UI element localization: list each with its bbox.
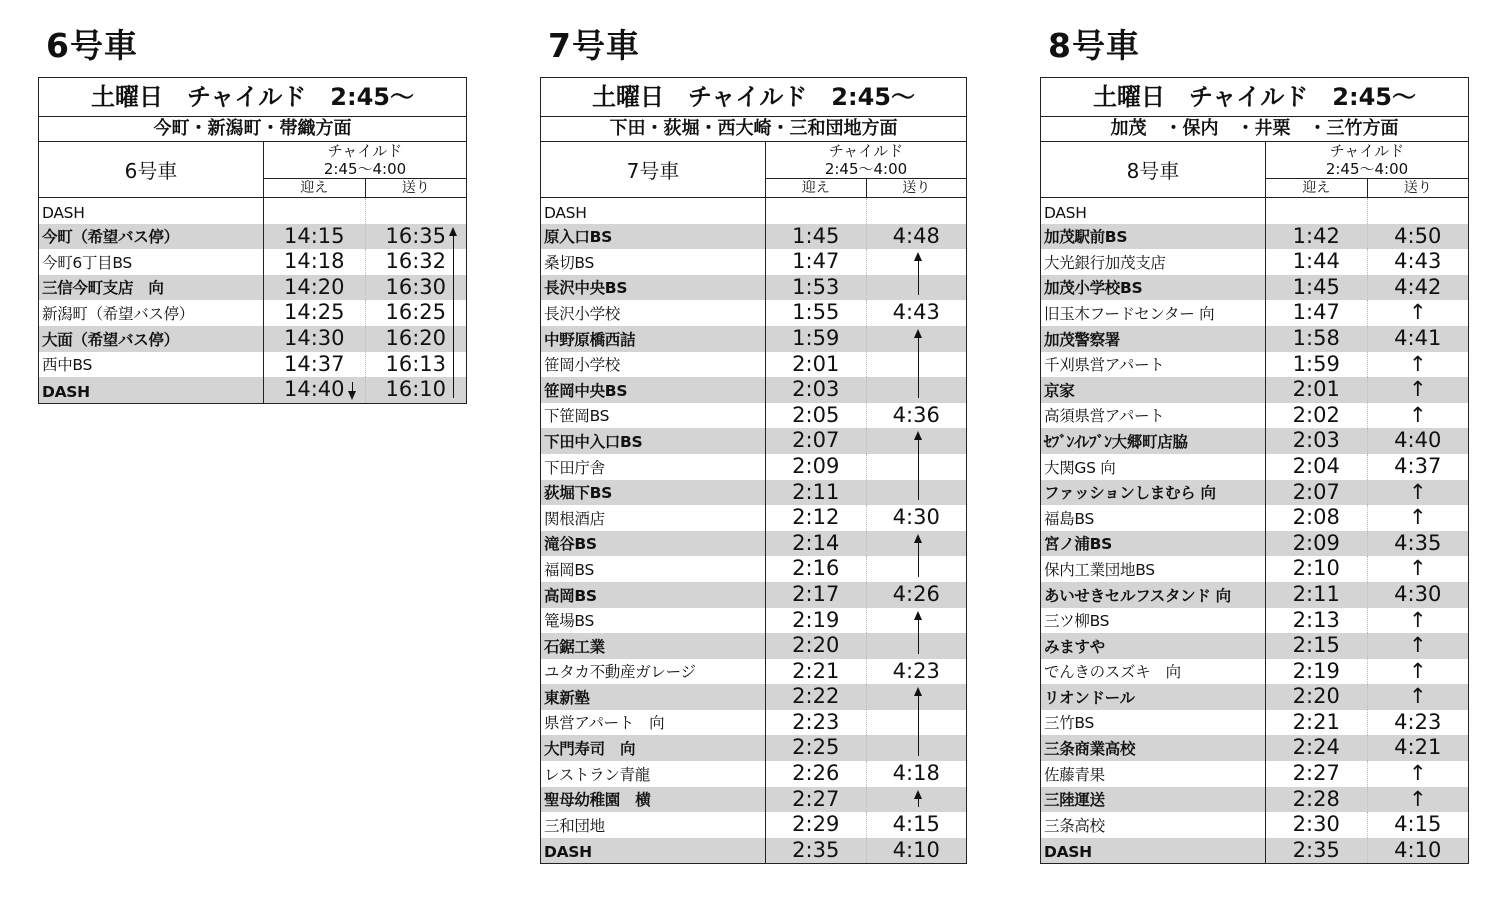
table-row <box>541 531 966 557</box>
pickup-time: 2:27 <box>766 787 867 813</box>
table-row <box>1041 710 1468 736</box>
stop-name: 原入口BS <box>541 224 766 250</box>
child-label: チャイルド <box>327 142 403 160</box>
pickup-time: 1:45 <box>766 224 867 250</box>
stop-name: 三条商業高校 <box>1041 735 1266 761</box>
stop-name: 下田中入口BS <box>541 428 766 454</box>
dropoff-header: 送り <box>1403 180 1432 196</box>
table-row <box>39 377 466 403</box>
table-row <box>541 480 966 506</box>
stop-name: 西中BS <box>39 352 264 378</box>
stop-name: 加茂警察署 <box>1041 326 1266 352</box>
pickup-time: 1:45 <box>1266 275 1368 301</box>
pickup-time: 14:37 <box>264 352 366 378</box>
stop-name: 三信今町支店 向 <box>39 275 264 301</box>
table-row <box>1041 633 1468 659</box>
stop-name: DASH <box>541 838 766 864</box>
stop-name: でんきのスズキ 向 <box>1041 659 1266 685</box>
direction-header: 下田・荻堀・西大崎・三和団地方面 <box>541 117 966 142</box>
car-label: 7号車 <box>541 142 766 197</box>
stop-name: DASH <box>39 198 264 224</box>
stop-name: 千刈県営アパート <box>1041 352 1266 378</box>
table-row <box>39 275 466 301</box>
pickup-time: 2:28 <box>1266 787 1368 813</box>
table-row <box>1041 735 1468 761</box>
pickup-time: 2:08 <box>1266 505 1368 531</box>
pickup-time: 2:16 <box>766 556 867 582</box>
pickup-time: 14:30 <box>264 326 366 352</box>
column-header <box>541 142 966 198</box>
dropoff-time: 4:23 <box>892 658 940 683</box>
dropoff-time: 4:36 <box>892 402 940 427</box>
pickup-time: 2:25 <box>766 735 867 761</box>
pickup-time: 2:13 <box>1266 608 1368 634</box>
stop-name: 三竹BS <box>1041 710 1266 736</box>
up-arrow-icon <box>918 792 919 808</box>
table-row <box>1041 454 1468 480</box>
stop-name: 福島BS <box>1041 505 1266 531</box>
table-row <box>1041 812 1468 838</box>
table-row <box>1041 761 1468 787</box>
pickup-time: 2:11 <box>766 480 867 506</box>
pickup-header: 迎え <box>1266 179 1368 197</box>
dropoff-time <box>867 352 967 378</box>
table-row <box>1041 505 1468 531</box>
table-row <box>1041 300 1468 326</box>
stop-name: 佐藤青果 <box>1041 761 1266 787</box>
pickup-time: 2:21 <box>766 659 867 685</box>
dropoff-time: 16:35 <box>385 223 447 248</box>
table-row <box>1041 428 1468 454</box>
pickup-time: 2:19 <box>766 608 867 634</box>
pickup-time: 2:24 <box>1266 735 1368 761</box>
down-arrow-icon <box>352 382 353 398</box>
table-row <box>1041 659 1468 685</box>
table-row <box>39 249 466 275</box>
pickup-time: 2:35 <box>1266 838 1368 864</box>
pickup-time: 1:59 <box>1266 352 1368 378</box>
dropoff-time: 4:15 <box>1394 812 1442 837</box>
stop-name: 加茂小学校BS <box>1041 275 1266 301</box>
table-row <box>541 428 966 454</box>
dropoff-time: 4:43 <box>1394 249 1442 274</box>
dropoff-time <box>867 377 967 403</box>
pickup-time: 2:09 <box>1266 531 1368 557</box>
pickup-time: 2:30 <box>1266 812 1368 838</box>
pickup-time: 2:35 <box>766 838 867 864</box>
stop-name: 県営アパート 向 <box>541 710 766 736</box>
dropoff-time: 4:10 <box>892 837 940 862</box>
pickup-time: 2:14 <box>766 531 867 557</box>
stop-name: 今町（希望バス停） <box>39 224 264 250</box>
stop-name: 長沢小学校 <box>541 300 766 326</box>
table-row <box>1041 377 1468 403</box>
table-row <box>541 300 966 326</box>
dropoff-time: ↑ <box>1408 402 1427 427</box>
dropoff-time: 4:43 <box>892 300 940 325</box>
table-row <box>1041 403 1468 429</box>
table-row <box>1041 556 1468 582</box>
table-row <box>39 224 466 250</box>
stop-name: ユタカ不動産ガレージ <box>541 659 766 685</box>
schedule-rows <box>39 198 466 403</box>
dropoff-time: 4:42 <box>1394 274 1442 299</box>
table-row <box>39 352 466 378</box>
stop-name: 保内工業団地BS <box>1041 556 1266 582</box>
pickup-time: 2:22 <box>766 684 867 710</box>
table-row <box>541 608 966 634</box>
dropoff-time <box>867 454 967 480</box>
pickup-time: 2:09 <box>766 454 867 480</box>
car-label: 8号車 <box>1041 142 1266 197</box>
pickup-time: 1:47 <box>1266 300 1368 326</box>
table-row <box>541 761 966 787</box>
dropoff-time: 4:15 <box>892 812 940 837</box>
stop-name: DASH <box>541 198 766 224</box>
pickup-time: 14:15 <box>264 224 366 250</box>
dropoff-time: 4:10 <box>1394 837 1442 862</box>
pickup-time: 2:20 <box>766 633 867 659</box>
pickup-time: 14:40 <box>264 377 366 403</box>
stop-name: 笹岡中央BS <box>541 377 766 403</box>
dropoff-time: 16:30 <box>385 274 447 299</box>
pickup-time: 2:05 <box>766 403 867 429</box>
pickup-time: 1:58 <box>1266 326 1368 352</box>
stop-name: 大関GS 向 <box>1041 454 1266 480</box>
dropoff-time: 4:37 <box>1394 453 1442 478</box>
table-row <box>541 787 966 813</box>
pickup-time: 2:02 <box>1266 403 1368 429</box>
up-arrow-icon <box>453 229 454 398</box>
pickup-time: 2:01 <box>766 352 867 378</box>
dropoff-time: 4:35 <box>1394 530 1442 555</box>
dropoff-time <box>867 556 967 582</box>
time-range-label: 2:45～4:00 <box>1266 161 1468 179</box>
table-row <box>1041 224 1468 250</box>
pickup-time: 1:53 <box>766 275 867 301</box>
pickup-time: 2:07 <box>1266 480 1368 506</box>
pickup-time: 2:27 <box>1266 761 1368 787</box>
table-row <box>541 198 966 224</box>
table-row <box>541 377 966 403</box>
pickup-time: 2:11 <box>1266 582 1368 608</box>
stop-name: ｾﾌﾞﾝｲﾚﾌﾞﾝ大郷町店脇 <box>1041 428 1266 454</box>
pickup-time: 1:47 <box>766 249 867 275</box>
stop-name: 加茂駅前BS <box>1041 224 1266 250</box>
pickup-time: 2:29 <box>766 812 867 838</box>
stop-name: 今町6丁目BS <box>39 249 264 275</box>
dropoff-time: 4:21 <box>1394 735 1442 760</box>
stop-name: 笹岡小学校 <box>541 352 766 378</box>
stop-name: 宮ノ浦BS <box>1041 531 1266 557</box>
car-title: 7号車 <box>548 26 640 65</box>
column-header <box>1041 142 1468 198</box>
stop-name: 三ツ柳BS <box>1041 608 1266 634</box>
pickup-time <box>1266 198 1368 224</box>
stop-name: DASH <box>1041 838 1266 864</box>
time-range-label: 2:45～4:00 <box>766 161 966 179</box>
pickup-time: 2:21 <box>1266 710 1368 736</box>
dropoff-time: 4:26 <box>892 581 940 606</box>
pickup-time: 14:20 <box>264 275 366 301</box>
table-row <box>1041 352 1468 378</box>
table-row <box>541 275 966 301</box>
table-row <box>1041 608 1468 634</box>
direction-header: 今町・新潟町・帯織方面 <box>39 117 466 142</box>
dropoff-time: ↑ <box>1408 684 1427 709</box>
pickup-time: 2:03 <box>1266 428 1368 454</box>
schedule-rows <box>1041 198 1468 863</box>
stop-name: あいせきセルフスタンド 向 <box>1041 582 1266 608</box>
stop-name: レストラン青龍 <box>541 761 766 787</box>
dropoff-time: ↑ <box>1408 786 1427 811</box>
table-row <box>39 300 466 326</box>
dropoff-time <box>867 480 967 506</box>
pickup-time: 1:55 <box>766 300 867 326</box>
stop-name: みますや <box>1041 633 1266 659</box>
dropoff-time: 4:41 <box>1394 325 1442 350</box>
table-row <box>1041 531 1468 557</box>
pickup-time: 1:42 <box>1266 224 1368 250</box>
pickup-time: 2:20 <box>1266 684 1368 710</box>
stop-name: 下田庁舎 <box>541 454 766 480</box>
dropoff-time: ↑ <box>1408 607 1427 632</box>
pickup-time: 2:15 <box>1266 633 1368 659</box>
pickup-time: 2:03 <box>766 377 867 403</box>
table-row <box>39 326 466 352</box>
stop-name: 桑切BS <box>541 249 766 275</box>
pickup-time: 2:01 <box>1266 377 1368 403</box>
table-row <box>541 710 966 736</box>
table-row <box>1041 787 1468 813</box>
up-arrow-icon <box>918 254 919 295</box>
table-row <box>541 633 966 659</box>
car-label: 6号車 <box>39 142 264 197</box>
table-header: 土曜日 チャイルド 2:45～ <box>39 78 466 117</box>
stop-name: DASH <box>39 377 264 403</box>
child-label: チャイルド <box>1329 142 1405 160</box>
dropoff-time <box>867 633 967 659</box>
dropoff-time: 16:13 <box>385 351 447 376</box>
stop-name: 下笹岡BS <box>541 403 766 429</box>
stop-name: 高岡BS <box>541 582 766 608</box>
dropoff-time: 16:25 <box>385 300 447 325</box>
table-row <box>541 812 966 838</box>
dropoff-time: ↑ <box>1408 633 1427 658</box>
dropoff-time: 4:48 <box>892 223 940 248</box>
dropoff-header: 送り <box>401 180 430 196</box>
stop-name: 三和団地 <box>541 812 766 838</box>
dropoff-time: 16:32 <box>385 249 447 274</box>
stop-name: 大面（希望バス停） <box>39 326 264 352</box>
stop-name: DASH <box>1041 198 1266 224</box>
dropoff-time <box>867 735 967 761</box>
dropoff-time: 4:23 <box>1394 709 1442 734</box>
table-row <box>541 352 966 378</box>
stop-name: 中野原橋西詰 <box>541 326 766 352</box>
stop-name: 大門寿司 向 <box>541 735 766 761</box>
table-header: 土曜日 チャイルド 2:45～ <box>541 78 966 117</box>
dropoff-time: 16:20 <box>385 325 447 350</box>
car-title: 6号車 <box>46 26 138 65</box>
up-arrow-icon <box>918 433 919 500</box>
table-row <box>541 249 966 275</box>
table-row <box>541 659 966 685</box>
up-arrow-icon <box>918 613 919 654</box>
dropoff-time: ↑ <box>1408 377 1427 402</box>
pickup-time: 2:17 <box>766 582 867 608</box>
dropoff-time: 4:50 <box>1394 223 1442 248</box>
dropoff-time: 4:18 <box>892 761 940 786</box>
up-arrow-icon <box>918 689 919 756</box>
pickup-time: 2:26 <box>766 761 867 787</box>
child-label: チャイルド <box>828 142 904 160</box>
table-row <box>1041 480 1468 506</box>
pickup-time: 2:12 <box>766 505 867 531</box>
pickup-time <box>264 198 366 224</box>
dropoff-time: 16:10 <box>385 377 447 402</box>
stop-name: 旧玉木フードセンター 向 <box>1041 300 1266 326</box>
dropoff-header: 送り <box>902 180 931 196</box>
table-row <box>541 326 966 352</box>
stop-name: 高須県営アパート <box>1041 403 1266 429</box>
stop-name: 三陸運送 <box>1041 787 1266 813</box>
table-row <box>541 684 966 710</box>
stop-name: 東新塾 <box>541 684 766 710</box>
table-row <box>541 454 966 480</box>
table-row <box>1041 249 1468 275</box>
time-range-label: 2:45～4:00 <box>264 161 466 179</box>
pickup-time: 14:25 <box>264 300 366 326</box>
stop-name: 滝谷BS <box>541 531 766 557</box>
stop-name: 荻堀下BS <box>541 480 766 506</box>
dropoff-time <box>867 710 967 736</box>
up-arrow-icon <box>918 536 919 577</box>
pickup-time: 1:44 <box>1266 249 1368 275</box>
stop-name: ファッションしまむら 向 <box>1041 480 1266 506</box>
dropoff-time: ↑ <box>1408 556 1427 581</box>
pickup-time: 2:19 <box>1266 659 1368 685</box>
dropoff-time: ↑ <box>1408 761 1427 786</box>
dropoff-time: 4:30 <box>892 505 940 530</box>
dropoff-time <box>366 198 467 224</box>
pickup-time: 2:04 <box>1266 454 1368 480</box>
schedule-table <box>38 77 467 404</box>
dropoff-time: ↑ <box>1408 658 1427 683</box>
car-title: 8号車 <box>1048 26 1140 65</box>
dropoff-time: ↑ <box>1408 351 1427 376</box>
table-row <box>1041 326 1468 352</box>
table-row <box>541 582 966 608</box>
dropoff-time: 4:30 <box>1394 581 1442 606</box>
pickup-header: 迎え <box>766 179 867 197</box>
dropoff-time <box>867 275 967 301</box>
pickup-time: 2:10 <box>1266 556 1368 582</box>
stop-name: 聖母幼稚園 横 <box>541 787 766 813</box>
pickup-header: 迎え <box>264 179 366 197</box>
table-row <box>541 224 966 250</box>
pickup-time: 1:59 <box>766 326 867 352</box>
column-header <box>39 142 466 198</box>
schedule-rows <box>541 198 966 863</box>
dropoff-time <box>867 198 967 224</box>
table-row <box>541 505 966 531</box>
stop-name: 石鋸工業 <box>541 633 766 659</box>
table-row <box>541 838 966 864</box>
direction-header: 加茂 ・保内 ・井栗 ・三竹方面 <box>1041 117 1468 142</box>
table-row <box>541 403 966 429</box>
pickup-time: 2:07 <box>766 428 867 454</box>
stop-name: 福岡BS <box>541 556 766 582</box>
schedule-table <box>540 77 967 864</box>
table-row <box>1041 684 1468 710</box>
up-arrow-icon <box>918 331 919 398</box>
schedule-table <box>1040 77 1469 864</box>
dropoff-time <box>1368 198 1469 224</box>
stop-name: 篭場BS <box>541 608 766 634</box>
pickup-time <box>766 198 867 224</box>
stop-name: リオンドール <box>1041 684 1266 710</box>
dropoff-time: 4:40 <box>1394 428 1442 453</box>
table-row <box>1041 198 1468 224</box>
table-row <box>541 556 966 582</box>
table-row <box>1041 582 1468 608</box>
pickup-time: 14:18 <box>264 249 366 275</box>
stop-name: 京家 <box>1041 377 1266 403</box>
table-row <box>1041 275 1468 301</box>
table-row <box>541 735 966 761</box>
dropoff-time: ↑ <box>1408 505 1427 530</box>
table-row <box>39 198 466 224</box>
stop-name: 大光銀行加茂支店 <box>1041 249 1266 275</box>
stop-name: 三条高校 <box>1041 812 1266 838</box>
stop-name: 新潟町（希望バス停） <box>39 300 264 326</box>
table-row <box>1041 838 1468 864</box>
dropoff-time: ↑ <box>1408 300 1427 325</box>
dropoff-time: ↑ <box>1408 479 1427 504</box>
stop-name: 関根酒店 <box>541 505 766 531</box>
table-header: 土曜日 チャイルド 2:45～ <box>1041 78 1468 117</box>
pickup-time: 2:23 <box>766 710 867 736</box>
stop-name: 長沢中央BS <box>541 275 766 301</box>
